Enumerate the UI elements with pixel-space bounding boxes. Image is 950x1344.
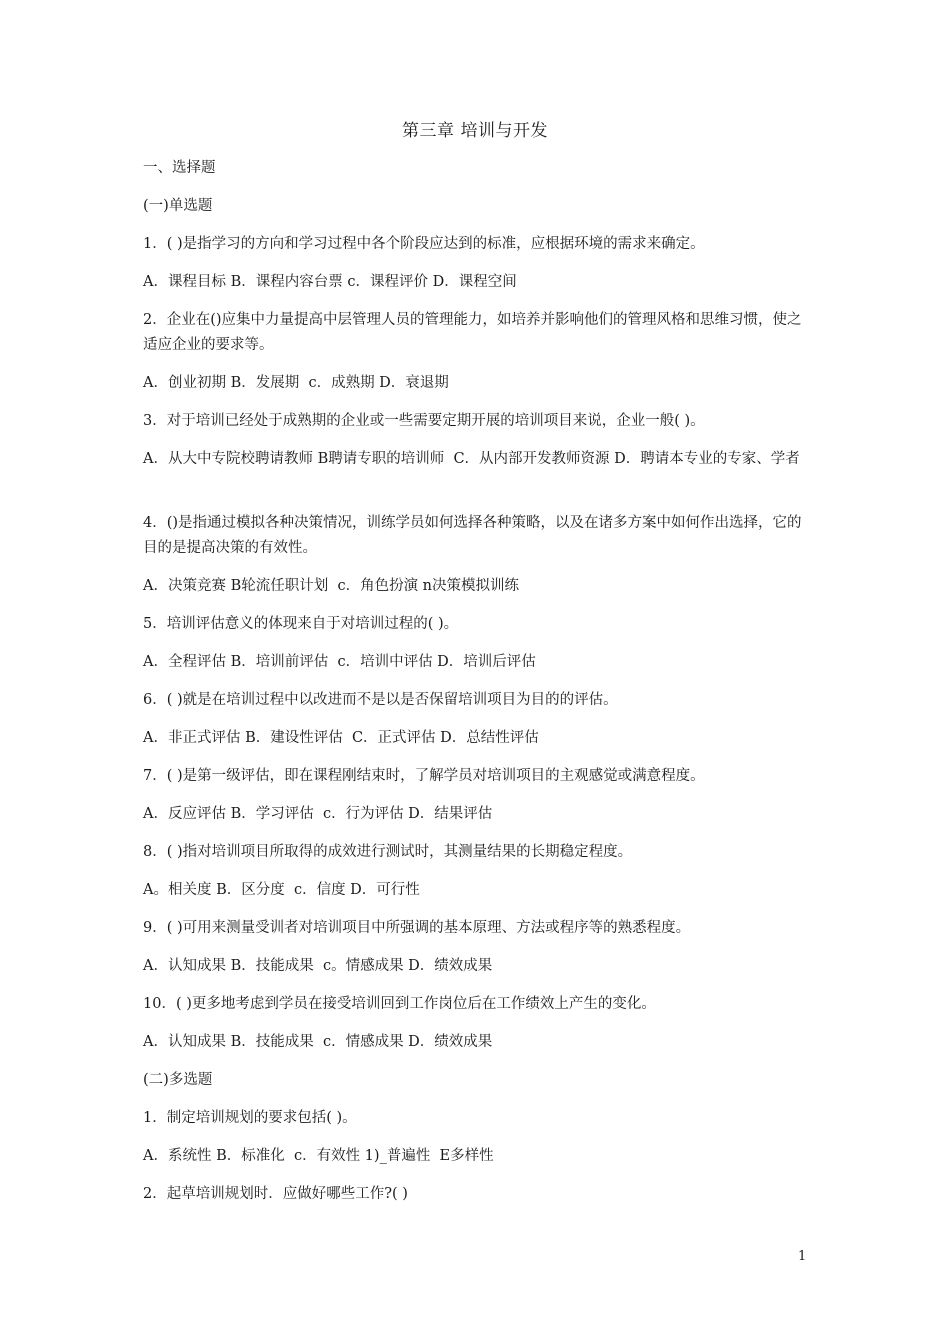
question-3-options: A．从大中专院校聘请教师 B聘请专职的培训师 C．从内部开发教师资源 D．聘请本专业的专家、学者 — [143, 451, 800, 467]
single-choice-heading: (一)单选题 — [143, 198, 213, 214]
question-7: 7．( )是第一级评估，即在课程刚结束时，了解学员对培训项目的主观感觉或满意程度。 — [143, 768, 705, 784]
chapter-title: 第三章 培训与开发 — [402, 121, 548, 141]
question-9: 9．( )可用来测量受训者对培训项目中所强调的基本原理、方法或程序等的熟悉程度。 — [143, 920, 691, 936]
question-4-options: A．决策竞赛 B轮流任职计划 c．角色扮演 n决策模拟训练 — [143, 578, 520, 594]
question-5: 5．培训评估意义的体现来自于对培训过程的( )。 — [143, 616, 459, 632]
question-8: 8．( )指对培训项目所取得的成效进行测试时，其测量结果的长期稳定程度。 — [143, 844, 633, 860]
question-10-options: A．认知成果 B．技能成果 c．情感成果 D．绩效成果 — [143, 1034, 493, 1050]
multi-question-1: 1．制定培训规划的要求包括( )。 — [143, 1110, 357, 1126]
question-6-options: A．非正式评估 B．建设性评估 C．正式评估 D．总结性评估 — [143, 730, 539, 746]
question-8-options: A。相关度 B．区分度 c．信度 D．可行性 — [143, 882, 420, 898]
question-9-options: A．认知成果 B．技能成果 c。情感成果 D．绩效成果 — [143, 958, 493, 974]
question-1: 1．( )是指学习的方向和学习过程中各个阶段应达到的标准，应根据环境的需求来确定。 — [143, 236, 705, 252]
page-number: 1 — [798, 1249, 807, 1264]
question-2: 2．企业在()应集中力量提高中层管理人员的管理能力，如培养并影响他们的管理风格和思维习惯，使之适应企业的要求等。 — [143, 312, 802, 353]
question-7-options: A．反应评估 B．学习评估 c．行为评估 D．结果评估 — [143, 806, 493, 822]
multi-choice-heading: (二)多选题 — [143, 1072, 213, 1088]
question-2-options: A．创业初期 B．发展期 c．成熟期 D．衰退期 — [143, 375, 449, 391]
question-5-options: A．全程评估 B．培训前评估 c．培训中评估 D．培训后评估 — [143, 654, 536, 670]
section-heading: 一、选择题 — [143, 160, 216, 176]
question-1-options: A．课程目标 B．课程内容台票 c．课程评价 D．课程空间 — [143, 274, 517, 290]
question-3: 3．对于培训已经处于成熟期的企业或一些需要定期开展的培训项目来说，企业一般( )。 — [143, 413, 705, 429]
multi-question-1-options: A．系统性 B．标准化 c．有效性 1)_普遍性 E多样性 — [143, 1148, 494, 1164]
question-10: 10．( )更多地考虑到学员在接受培训回到工作岗位后在工作绩效上产生的变化。 — [143, 996, 656, 1012]
question-4: 4．()是指通过模拟各种决策情况，训练学员如何选择各种策略，以及在诸多方案中如何作出选择，它的目的是提高决策的有效性。 — [143, 515, 802, 556]
multi-question-2: 2．起草培训规划时．应做好哪些工作?( ) — [143, 1186, 408, 1202]
question-6: 6．( )就是在培训过程中以改进而不是以是否保留培训项目为目的的评估。 — [143, 692, 618, 708]
